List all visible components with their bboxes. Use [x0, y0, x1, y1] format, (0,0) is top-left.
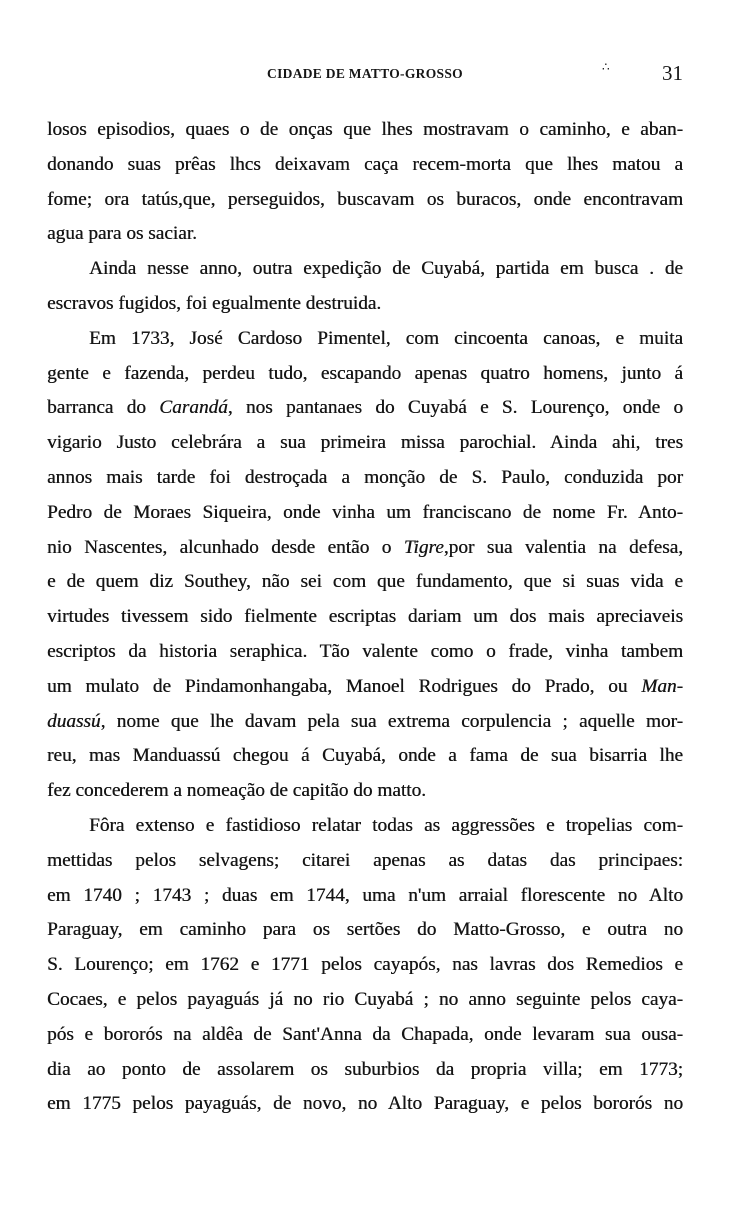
- text-segment: fome; ora tatús,que, perseguidos, buscavam os buracos, onde encontravam: [47, 188, 683, 210]
- text-segment: Paraguay, em caminho para os sertões do Matto-Grosso, e outra no: [47, 919, 683, 941]
- text-segment: Em 1733, José Cardoso Pimentel, com cincoenta canoas, e muita: [89, 327, 683, 349]
- text-line: [47, 638, 683, 673]
- text-line: [47, 882, 683, 917]
- text-segment: vigario Justo celebrára a sua primeira missa parochial. Ainda ahi, tres: [47, 432, 683, 454]
- text-line: [47, 255, 683, 290]
- text-segment: gente e fazenda, perdeu tudo, escapando apenas quatro homens, junto á: [47, 362, 683, 384]
- text-segment: escriptos da historia seraphica. Tão valente como o frade, vinha tambem: [47, 640, 683, 662]
- text-segment: , nos pantanaes do Cuyabá e S. Lourenço, onde o: [227, 397, 683, 419]
- text-line: [47, 1021, 683, 1056]
- text-segment: Fôra extenso e fastidioso relatar todas as aggressões e tropelias com-: [89, 814, 683, 836]
- body-text: [47, 116, 683, 1125]
- text-line: [47, 673, 683, 708]
- text-segment: losos episodios, quaes o de onças que lhes mostravam o caminho, e aban-: [47, 119, 683, 140]
- text-line: [47, 394, 683, 429]
- text-segment: reu, mas Manduassú chegou á Cuyabá, onde a fama de sua bisarria lhe: [47, 745, 683, 767]
- text-segment: Pedro de Moraes Siqueira, onde vinha um franciscano de nome Fr. Anto-: [47, 501, 683, 523]
- text-line: [47, 1056, 683, 1091]
- text-line: [47, 1090, 683, 1125]
- text-segment: dia ao ponto de assolarem os suburbios da propria villa; em 1773;: [47, 1058, 683, 1080]
- text-segment: Cocaes, e pelos payaguás já no rio Cuyabá ; no anno seguinte pelos caya-: [47, 988, 683, 1010]
- text-line: [47, 220, 683, 255]
- text-line: [47, 534, 683, 569]
- italic-text: Tigre: [403, 536, 444, 558]
- page-header: [47, 60, 683, 88]
- text-line: [47, 777, 683, 812]
- text-segment: pós e bororós na aldêa de Sant'Anna da Chapada, onde levaram sua ousa-: [47, 1023, 683, 1045]
- print-speck: ∴: [602, 60, 610, 74]
- text-line: [47, 290, 683, 325]
- text-segment: escravos fugidos, foi egualmente destruida.: [47, 292, 382, 314]
- text-line: [47, 116, 683, 151]
- text-segment: nio Nascentes, alcunhado desde então o: [47, 536, 404, 558]
- text-line: [47, 812, 683, 847]
- text-line: [47, 603, 683, 638]
- text-line: [47, 986, 683, 1021]
- text-line: [47, 916, 683, 951]
- text-line: [47, 360, 683, 395]
- page-number: 31: [662, 61, 683, 85]
- running-title: CIDADE DE MATTO-GROSSO: [267, 66, 463, 81]
- text-line: [47, 951, 683, 986]
- text-line: [47, 499, 683, 534]
- text-segment: um mulato de Pindamonhangaba, Manoel Rodrigues do Prado, ou: [47, 675, 642, 697]
- text-segment: ,por sua valentia na defesa,: [443, 536, 683, 558]
- text-line: [47, 847, 683, 882]
- text-line: [47, 464, 683, 499]
- text-segment: annos mais tarde foi destroçada a monção de S. Paulo, conduzida por: [47, 466, 683, 488]
- text-line: [47, 186, 683, 221]
- text-segment: S. Lourenço; em 1762 e 1771 pelos cayapós, nas lavras dos Remedios e: [47, 954, 683, 976]
- text-line: [47, 708, 683, 743]
- italic-text: Man-: [641, 675, 683, 697]
- text-segment: e de quem diz Southey, não sei com que fundamento, que si suas vida e: [47, 571, 683, 593]
- text-segment: barranca do: [47, 397, 160, 419]
- text-segment: em 1740 ; 1743 ; duas em 1744, uma n'um arraial florescente no Alto: [47, 884, 683, 906]
- text-line: [47, 429, 683, 464]
- text-segment: agua para os saciar.: [47, 223, 197, 245]
- text-segment: mettidas pelos selvagens; citarei apenas as datas das principaes:: [47, 849, 683, 871]
- text-segment: em 1775 pelos payaguás, de novo, no Alto Paraguay, e pelos bororós no: [47, 1093, 683, 1115]
- text-segment: donando suas prêas lhcs deixavam caça recem-morta que lhes matou a: [47, 153, 683, 175]
- text-line: [47, 151, 683, 186]
- italic-text: Carandá: [159, 397, 228, 419]
- text-line: [47, 325, 683, 360]
- text-segment: , nome que lhe davam pela sua extrema corpulencia ; aquelle mor-: [100, 710, 683, 732]
- italic-text: duassú: [47, 710, 101, 732]
- text-segment: Ainda nesse anno, outra expedição de Cuyabá, partida em busca . de: [89, 258, 683, 280]
- text-line: [47, 568, 683, 603]
- text-segment: virtudes tivessem sido fielmente escriptas dariam um dos mais apreciaveis: [47, 606, 683, 628]
- text-segment: fez concederem a nomeação de capitão do matto.: [47, 780, 426, 802]
- text-line: [47, 742, 683, 777]
